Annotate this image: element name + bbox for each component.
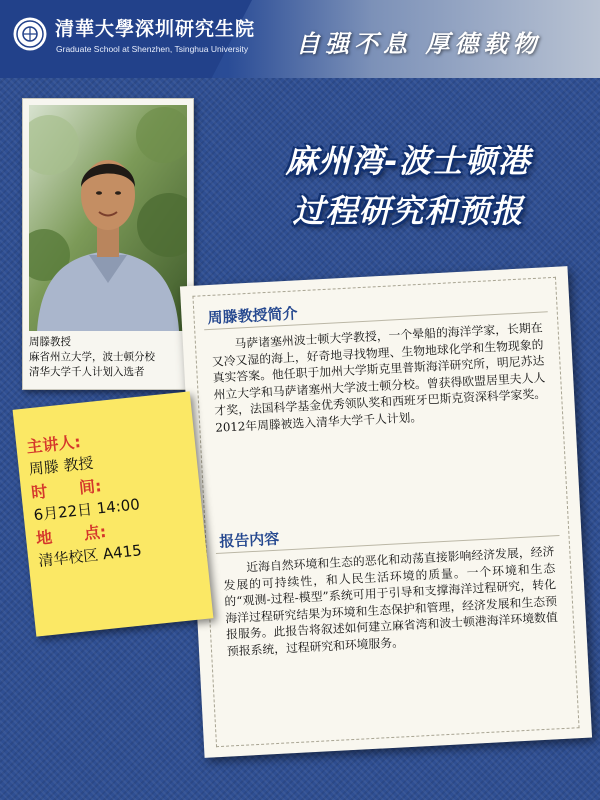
school-motto: 自强不息 厚德载物 [296,29,542,58]
caption-line-affiliation: 麻省州立大学，波士顿分校 [29,351,155,363]
event-sticky-note [13,391,214,636]
place-label: 地 点: [35,521,108,549]
bio-text: 马萨诸塞州波士顿大学教授，一个晕船的海洋学家，长期在又冷又湿的海上，好奇地寻找物理、生物地球化学和生物现象的真实答案。他任职于加州大学斯克里普斯海洋研究所，明尼苏达州立大学和马萨诸塞州大学波士顿分校。曾获得欧盟居里夫人人才奖，法国科学基金优秀领队奖和西班牙巴斯克资深科学家奖。2012年周滕被选入清华大学千人计划。 [211,320,547,435]
speaker-photo [29,105,187,331]
school-name-cn: 清華大學深圳研究生院 [55,18,256,40]
caption-line-name: 周滕教授 [29,336,71,348]
speaker-caption [29,335,189,380]
lecture-title [218,136,598,236]
event-details [25,420,203,574]
speaker-portrait-image [29,105,187,331]
speaker-photo-card [22,98,194,390]
title-line-2: 过程研究和预报 [292,192,524,230]
bio-heading: 周滕教授简介 [207,304,298,328]
info-note-card [180,266,592,758]
time-label: 时 间: [30,476,103,503]
speaker-label: 主讲人: [25,432,82,457]
speaker-value: 周滕 教授 [27,453,95,479]
caption-line-program: 清华大学千人计划入选者 [29,366,145,378]
place-value: 清华校区 A415 [37,541,143,570]
report-heading: 报告内容 [218,529,280,551]
header-banner [0,0,600,78]
title-line-1: 麻州湾-波士顿港 [285,142,531,180]
report-text: 近海自然环境和生态的恶化和动荡直接影响经济发展，经济发展的可持续性，和人民生活环境的质量。一个环境和生态的“观测-过程-模型”系统可用于引导和支撑海洋过程研究，转化海洋过程研究结果为环境和生态保护和管理，经济发展和生态预报服务。此报告将叙述如何建立麻省湾和波士顿港海洋环境数值预报系统，过程研究和环境服务。 [223,544,559,659]
school-name-en: Graduate School at Shenzhen, Tsinghua University [56,44,249,54]
tsinghua-seal-icon [12,16,48,52]
time-value: 6月22日 14:00 [32,495,141,525]
